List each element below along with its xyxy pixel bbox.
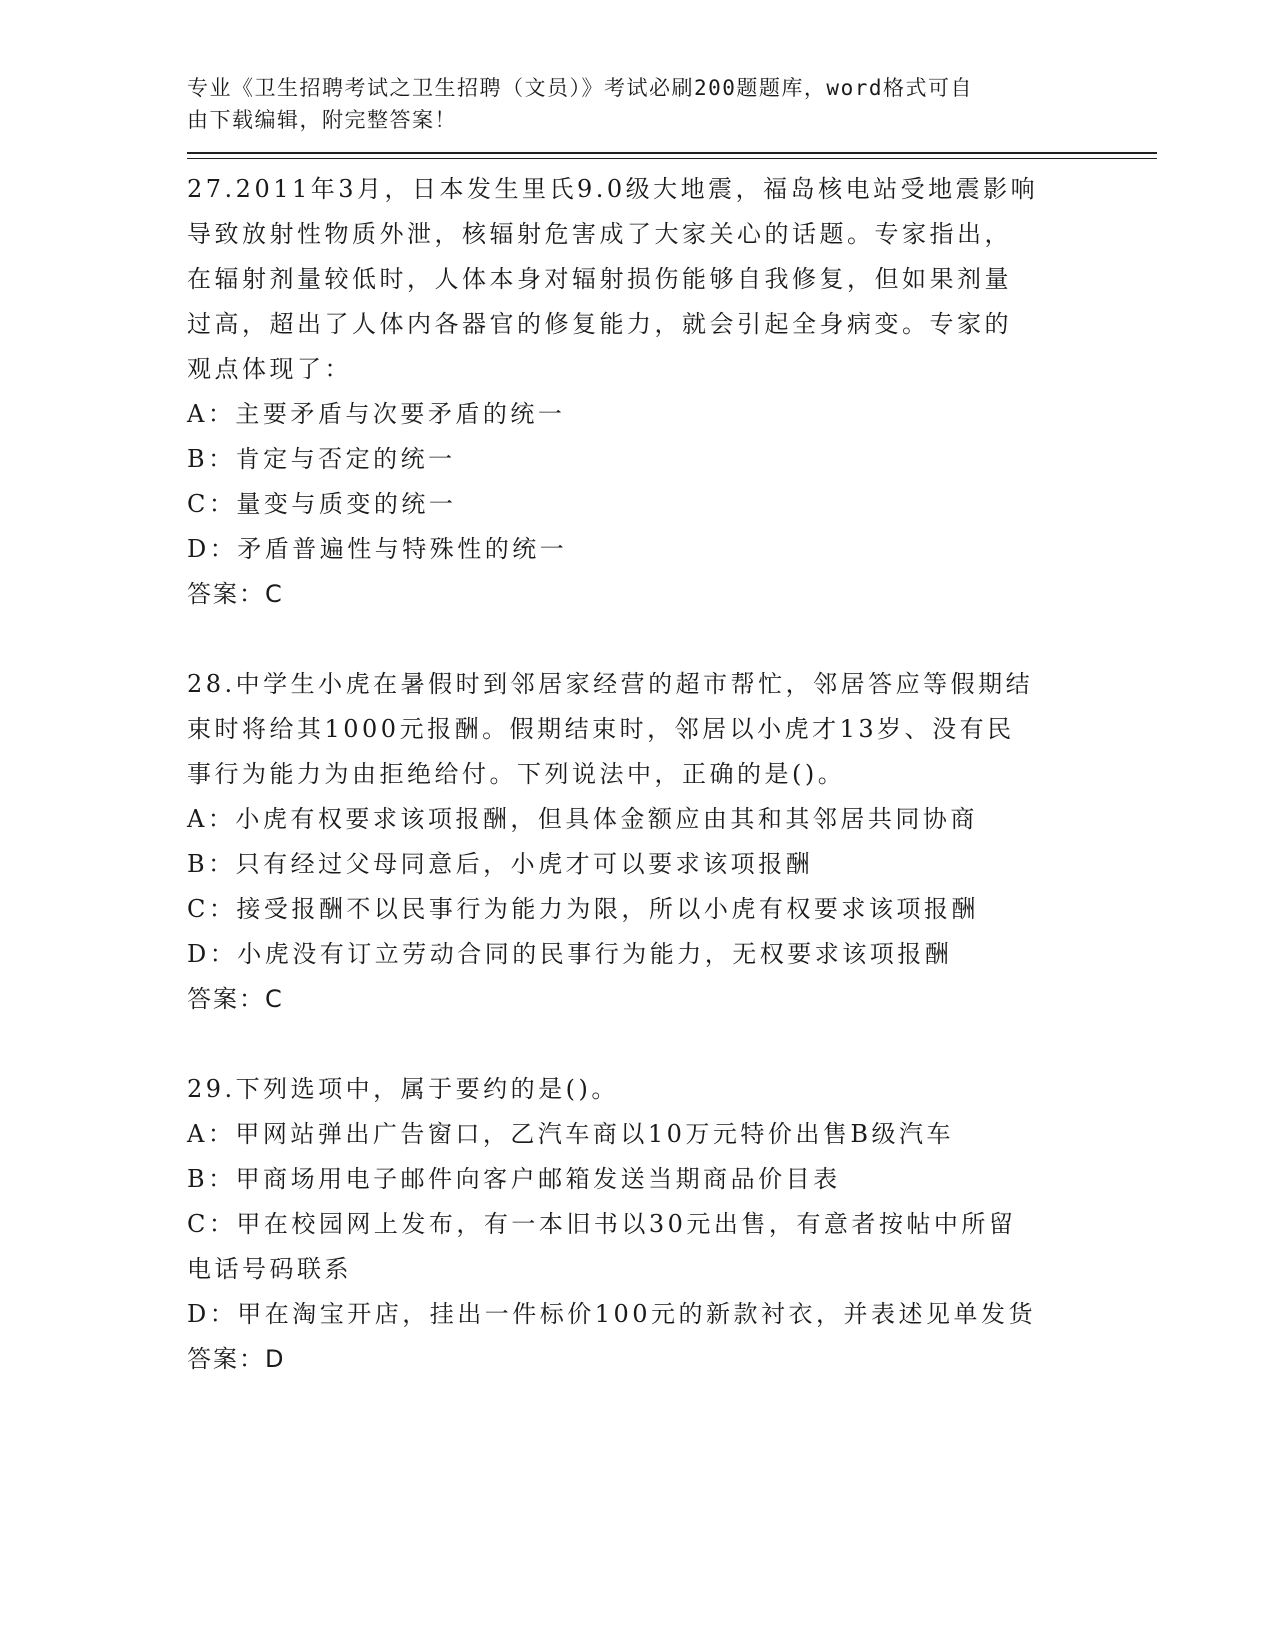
question-28 — [187, 662, 1157, 1022]
option-a: A：甲网站弹出广告窗口，乙汽车商以10万元特价出售B级汽车 — [187, 1120, 955, 1148]
option-b: B：只有经过父母同意后，小虎才可以要求该项报酬 — [187, 850, 814, 878]
question-stem-line: 27.2011年3月，日本发生里氏9.0级大地震，福岛核电站受地震影响 — [187, 175, 1039, 203]
option-a: A：小虎有权要求该项报酬，但具体金额应由其和其邻居共同协商 — [187, 805, 978, 833]
answer: 答案：C — [187, 580, 284, 608]
option-c: C：接受报酬不以民事行为能力为限，所以小虎有权要求该项报酬 — [187, 895, 979, 923]
question-stem-line: 28.中学生小虎在暑假时到邻居家经营的超市帮忙，邻居答应等假期结 — [187, 670, 1034, 698]
option-b: B：甲商场用电子邮件向客户邮箱发送当期商品价目表 — [187, 1165, 841, 1193]
option-d: D：矛盾普遍性与特殊性的统一 — [187, 535, 568, 563]
header-divider — [187, 152, 1157, 159]
question-stem-line: 事行为能力为由拒绝给付。下列说法中，正确的是()。 — [187, 760, 846, 788]
option-c-continued: 电话号码联系 — [187, 1255, 352, 1283]
option-a: A：主要矛盾与次要矛盾的统一 — [187, 400, 566, 428]
document-header — [187, 72, 1157, 136]
document-page — [187, 72, 1157, 1382]
answer: 答案：D — [187, 1345, 286, 1373]
answer: 答案：C — [187, 985, 284, 1013]
question-27 — [187, 167, 1157, 617]
header-line: 由下载编辑，附完整答案！ — [187, 108, 457, 132]
question-stem-line: 导致放射性物质外泄，核辐射危害成了大家关心的话题。专家指出， — [187, 220, 1012, 248]
option-d: D：小虎没有订立劳动合同的民事行为能力，无权要求该项报酬 — [187, 940, 953, 968]
option-c: C：量变与质变的统一 — [187, 490, 457, 518]
question-stem-line: 过高，超出了人体内各器官的修复能力，就会引起全身病变。专家的 — [187, 310, 1012, 338]
option-b: B：肯定与否定的统一 — [187, 445, 456, 473]
question-29 — [187, 1067, 1157, 1382]
header-line: 专业《卫生招聘考试之卫生招聘（文员）》考试必刷200题题库，word格式可自 — [187, 76, 973, 100]
question-stem-line: 29.下列选项中，属于要约的是()。 — [187, 1075, 619, 1103]
option-d: D：甲在淘宝开店，挂出一件标价100元的新款衬衣，并表述见单发货 — [187, 1300, 1037, 1328]
question-stem-line: 束时将给其1000元报酬。假期结束时，邻居以小虎才13岁、没有民 — [187, 715, 1015, 743]
option-c: C：甲在校园网上发布，有一本旧书以30元出售，有意者按帖中所留 — [187, 1210, 1017, 1238]
question-stem-line: 观点体现了： — [187, 355, 352, 383]
question-stem-line: 在辐射剂量较低时，人体本身对辐射损伤能够自我修复，但如果剂量 — [187, 265, 1012, 293]
